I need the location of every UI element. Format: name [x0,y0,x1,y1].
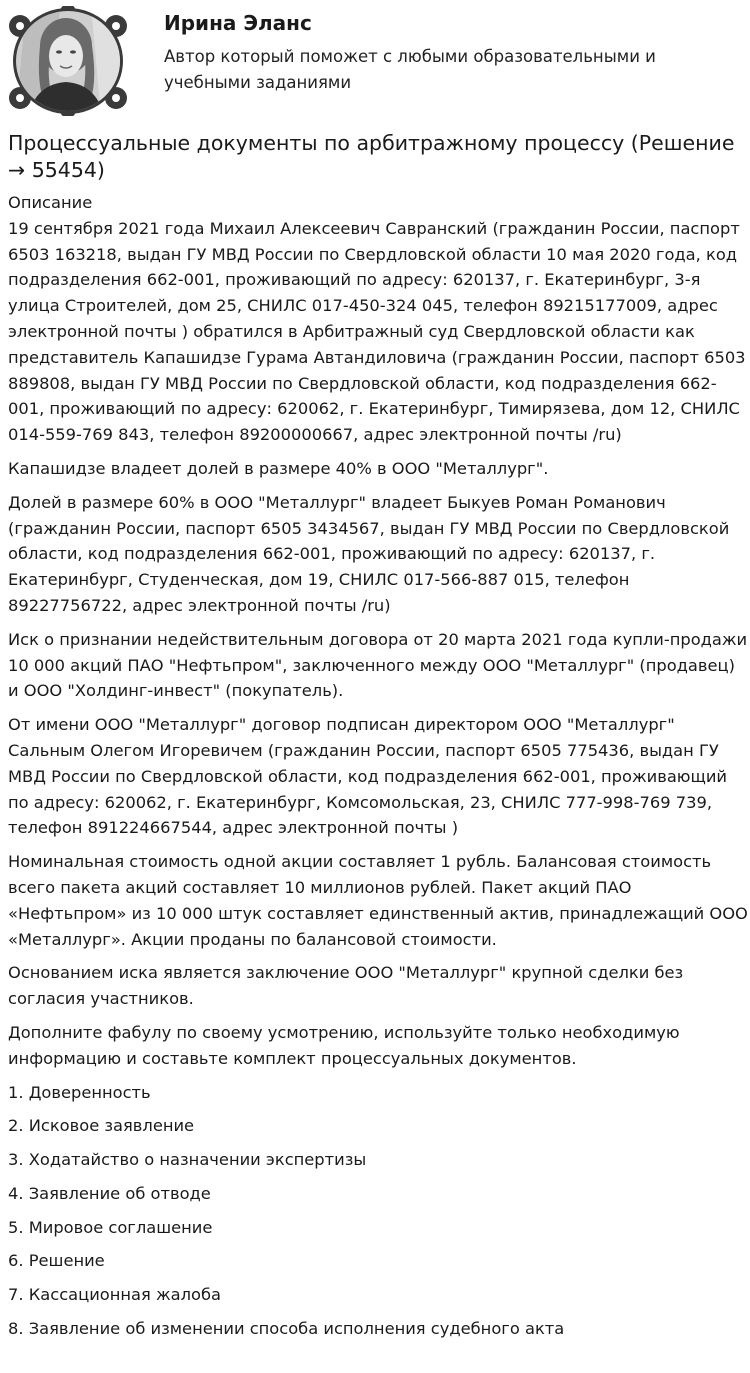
list-item: 1. Доверенность [8,1082,151,1102]
documents-list [8,1080,750,1342]
paragraph: Дополните фабулу по своему усмотрению, используйте только необходимую информацию и составьте комплект процессуальных документов. [8,1022,680,1068]
list-item: 3. Ходатайство о назначении экспертизы [8,1150,367,1170]
list-item: 7. Кассационная жалоба [8,1285,222,1305]
paragraph: Капашидзе владеет долей в размере 40% в ООО "Металлург". [8,458,549,478]
paragraph: Основанием иска является заключение ООО "Металлург" крупной сделки без согласия участников. [8,963,684,1009]
list-item: 8. Заявление об изменении способа исполнения судебного акта [8,1319,565,1339]
description-label: Описание [8,193,93,212]
paragraph: Долей в размере 60% в ООО "Металлург" владеет Быкуев Роман Романович (гражданин России, паспорт 6505 3434567, выдан ГУ МВД России по Свердловской области, код подразделения 662-001, проживающий по адресу: 620137, г. Екатеринбург, Студенческая, дом 19, СНИЛС 017-566-887 015, телефон 89227756722, адрес электронной почты /ru) [8,492,730,615]
author-avatar [6,6,130,116]
author-name: Ирина Эланс [164,11,312,35]
author-description: Автор который поможет с любыми образовательными и учебными заданиями [164,47,656,92]
paragraph: Номинальная стоимость одной акции составляет 1 рубль. Балансовая стоимость всего пакета акций составляет 10 миллионов рублей. Пакет акций ПАО «Нефтьпром» из 10 000 штук составляет единственный актив, принадлежащий ООО «Металлург». Акции проданы по балансовой стоимости. [8,852,748,949]
list-item: 6. Решение [8,1251,105,1271]
list-item: 2. Исковое заявление [8,1116,195,1136]
paragraph: От имени ООО "Металлург" договор подписан директором ООО "Металлург" Сальным Олегом Игоревичем (гражданин России, паспорт 6505 775436, выдан ГУ МВД России по Свердловской области, код подразделения 662-001, проживающий по адресу: 620062, г. Екатеринбург, Комсомольская, 23, СНИЛС 777-998-769 739, телефон 891224667544, адрес электронной почты ) [8,715,727,838]
task-description [8,190,750,1350]
paragraph: 19 сентября 2021 года Михаил Алексеевич Савранский (гражданин России, паспорт 6503 163218, выдан ГУ МВД России по Свердловской области 10 мая 2020 года, код подразделения 662-001, проживающий по адресу: 620137, г. Екатеринбург, 3-я улица Строителей, дом 25, СНИЛС 017-450-324 045, телефон 89215177009, адрес электронной почты ) обратился в Арбитражный суд Свердловской области как представитель Капашидзе Гурама Автандиловича (гражданин России, паспорт 6503 889808, выдан ГУ МВД России по Свердловской области, код подразделения 662-001, проживающий по адресу: 620062, г. Екатеринбург, Тимирязева, дом 12, СНИЛС 014-559-769 843, телефон 89200000667, адрес электронной почты /ru) [8,218,746,445]
author-card [0,0,750,124]
list-item: 4. Заявление об отводе [8,1183,211,1203]
paragraph: Иск о признании недействительным договора от 20 марта 2021 года купли-продажи 10 000 акций ПАО "Нефтьпром", заключенного между ООО "Металлург" (продавец) и ООО "Холдинг-инвест" (покупатель). [8,629,748,701]
page-title: Процессуальные документы по арбитражному процессу (Решение → 55454) [8,131,735,182]
list-item: 5. Мировое соглашение [8,1217,213,1237]
